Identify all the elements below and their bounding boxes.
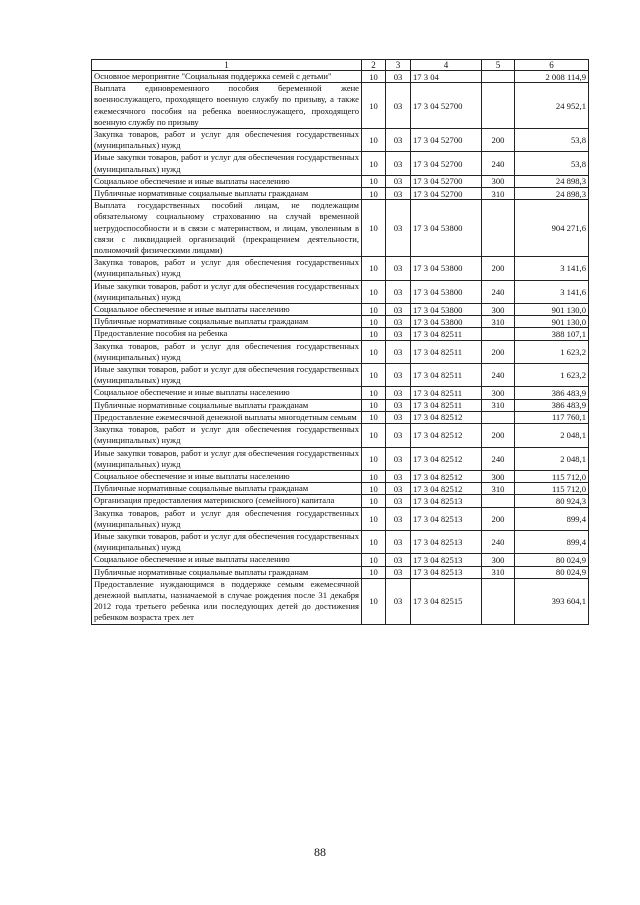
amount: 388 107,1 xyxy=(515,328,589,340)
header-col-2: 2 xyxy=(362,60,386,71)
target-item-code: 17 3 04 53800 xyxy=(411,304,482,316)
item-name: Организация предоставления материнского (семейного) капитала xyxy=(92,495,362,507)
table-row xyxy=(92,304,589,316)
amount: 24 952,1 xyxy=(515,83,589,129)
section-code: 10 xyxy=(362,200,386,257)
expense-type-code xyxy=(482,495,515,507)
table-row xyxy=(92,71,589,83)
target-item-code: 17 3 04 82512 xyxy=(411,483,482,495)
table-row xyxy=(92,280,589,303)
table-row xyxy=(92,578,589,624)
table-row xyxy=(92,340,589,363)
expense-type-code xyxy=(482,411,515,423)
header-col-3: 3 xyxy=(386,60,411,71)
target-item-code: 17 3 04 82512 xyxy=(411,470,482,482)
item-name: Закупка товаров, работ и услуг для обеспечения государственных (муниципальных) нужд xyxy=(92,129,362,152)
amount: 393 604,1 xyxy=(515,578,589,624)
expense-type-code: 200 xyxy=(482,424,515,447)
subsection-code: 03 xyxy=(386,554,411,566)
amount: 899,4 xyxy=(515,507,589,530)
expense-type-code: 200 xyxy=(482,257,515,280)
subsection-code: 03 xyxy=(386,399,411,411)
section-code: 10 xyxy=(362,566,386,578)
section-code: 10 xyxy=(362,175,386,187)
amount: 386 483,9 xyxy=(515,399,589,411)
table-header xyxy=(92,60,589,71)
subsection-code: 03 xyxy=(386,200,411,257)
section-code: 10 xyxy=(362,424,386,447)
section-code: 10 xyxy=(362,304,386,316)
target-item-code: 17 3 04 52700 xyxy=(411,175,482,187)
item-name: Социальное обеспечение и иные выплаты населению xyxy=(92,554,362,566)
header-col-6: 6 xyxy=(515,60,589,71)
amount: 1 623,2 xyxy=(515,340,589,363)
target-item-code: 17 3 04 82512 xyxy=(411,411,482,423)
target-item-code: 17 3 04 52700 xyxy=(411,83,482,129)
item-name: Выплата единовременного пособия беременной жене военнослужащего, проходящего военную службу по призыву, а также ежемесячного пособия на ребенка военнослужащего, проходящего военную службу по призыву xyxy=(92,83,362,129)
table-row xyxy=(92,200,589,257)
header-row xyxy=(92,60,589,71)
amount: 3 141,6 xyxy=(515,257,589,280)
target-item-code: 17 3 04 53800 xyxy=(411,257,482,280)
expense-type-code: 200 xyxy=(482,507,515,530)
target-item-code: 17 3 04 53800 xyxy=(411,200,482,257)
target-item-code: 17 3 04 53800 xyxy=(411,280,482,303)
expense-type-code xyxy=(482,578,515,624)
amount: 901 130,0 xyxy=(515,316,589,328)
expense-type-code: 310 xyxy=(482,316,515,328)
amount: 24 898,3 xyxy=(515,188,589,200)
table-row xyxy=(92,364,589,387)
subsection-code: 03 xyxy=(386,340,411,363)
expense-type-code: 300 xyxy=(482,387,515,399)
subsection-code: 03 xyxy=(386,411,411,423)
amount: 2 048,1 xyxy=(515,447,589,470)
amount: 80 024,9 xyxy=(515,566,589,578)
section-code: 10 xyxy=(362,129,386,152)
item-name: Публичные нормативные социальные выплаты гражданам xyxy=(92,399,362,411)
section-code: 10 xyxy=(362,578,386,624)
amount: 2 048,1 xyxy=(515,424,589,447)
subsection-code: 03 xyxy=(386,129,411,152)
item-name: Публичные нормативные социальные выплаты гражданам xyxy=(92,188,362,200)
section-code: 10 xyxy=(362,399,386,411)
expense-type-code: 310 xyxy=(482,566,515,578)
subsection-code: 03 xyxy=(386,83,411,129)
target-item-code: 17 3 04 82511 xyxy=(411,328,482,340)
section-code: 10 xyxy=(362,316,386,328)
item-name: Социальное обеспечение и иные выплаты населению xyxy=(92,175,362,187)
target-item-code: 17 3 04 82513 xyxy=(411,554,482,566)
amount: 53,8 xyxy=(515,152,589,175)
subsection-code: 03 xyxy=(386,495,411,507)
table-body xyxy=(92,71,589,625)
item-name: Иные закупки товаров, работ и услуг для обеспечения государственных (муниципальных) нужд xyxy=(92,447,362,470)
amount: 3 141,6 xyxy=(515,280,589,303)
subsection-code: 03 xyxy=(386,387,411,399)
table-row xyxy=(92,316,589,328)
expense-type-code: 310 xyxy=(482,483,515,495)
amount: 24 898,3 xyxy=(515,175,589,187)
target-item-code: 17 3 04 82511 xyxy=(411,399,482,411)
amount: 901 130,0 xyxy=(515,304,589,316)
item-name: Закупка товаров, работ и услуг для обеспечения государственных (муниципальных) нужд xyxy=(92,340,362,363)
subsection-code: 03 xyxy=(386,152,411,175)
item-name: Закупка товаров, работ и услуг для обеспечения государственных (муниципальных) нужд xyxy=(92,507,362,530)
item-name: Социальное обеспечение и иные выплаты населению xyxy=(92,470,362,482)
expense-type-code: 240 xyxy=(482,364,515,387)
budget-table xyxy=(91,59,589,625)
section-code: 10 xyxy=(362,483,386,495)
section-code: 10 xyxy=(362,152,386,175)
subsection-code: 03 xyxy=(386,470,411,482)
item-name: Публичные нормативные социальные выплаты гражданам xyxy=(92,566,362,578)
section-code: 10 xyxy=(362,83,386,129)
table-row xyxy=(92,399,589,411)
expense-type-code xyxy=(482,328,515,340)
subsection-code: 03 xyxy=(386,364,411,387)
subsection-code: 03 xyxy=(386,447,411,470)
item-name: Иные закупки товаров, работ и услуг для обеспечения государственных (муниципальных) нужд xyxy=(92,280,362,303)
amount: 904 271,6 xyxy=(515,200,589,257)
table-row xyxy=(92,387,589,399)
subsection-code: 03 xyxy=(386,578,411,624)
target-item-code: 17 3 04 82513 xyxy=(411,495,482,507)
target-item-code: 17 3 04 82515 xyxy=(411,578,482,624)
section-code: 10 xyxy=(362,495,386,507)
amount: 53,8 xyxy=(515,129,589,152)
amount: 115 712,0 xyxy=(515,470,589,482)
amount: 899,4 xyxy=(515,530,589,553)
expense-type-code xyxy=(482,83,515,129)
table-row xyxy=(92,554,589,566)
table-row xyxy=(92,83,589,129)
target-item-code: 17 3 04 52700 xyxy=(411,129,482,152)
table-row xyxy=(92,328,589,340)
section-code: 10 xyxy=(362,470,386,482)
subsection-code: 03 xyxy=(386,304,411,316)
header-col-4: 4 xyxy=(411,60,482,71)
section-code: 10 xyxy=(362,328,386,340)
amount: 2 008 114,9 xyxy=(515,71,589,83)
section-code: 10 xyxy=(362,257,386,280)
target-item-code: 17 3 04 53800 xyxy=(411,316,482,328)
amount: 115 712,0 xyxy=(515,483,589,495)
subsection-code: 03 xyxy=(386,175,411,187)
subsection-code: 03 xyxy=(386,328,411,340)
target-item-code: 17 3 04 82511 xyxy=(411,387,482,399)
page-number: 88 xyxy=(314,845,326,859)
section-code: 10 xyxy=(362,71,386,83)
expense-type-code xyxy=(482,200,515,257)
target-item-code: 17 3 04 82513 xyxy=(411,566,482,578)
section-code: 10 xyxy=(362,447,386,470)
subsection-code: 03 xyxy=(386,280,411,303)
target-item-code: 17 3 04 82511 xyxy=(411,340,482,363)
item-name: Публичные нормативные социальные выплаты гражданам xyxy=(92,316,362,328)
amount: 80 024,9 xyxy=(515,554,589,566)
table-row xyxy=(92,566,589,578)
target-item-code: 17 3 04 82512 xyxy=(411,447,482,470)
table-row xyxy=(92,411,589,423)
section-code: 10 xyxy=(362,364,386,387)
table-row xyxy=(92,424,589,447)
item-name: Закупка товаров, работ и услуг для обеспечения государственных (муниципальных) нужд xyxy=(92,424,362,447)
subsection-code: 03 xyxy=(386,530,411,553)
item-name: Выплата государственных пособий лицам, не подлежащим обязательному социальному страхованию на случай временной нетрудоспособности и в связи с материнством, и лицам, уволенным в связи с ликвидацией организаций (прекращением деятельности, полномочий физическими лицами) xyxy=(92,200,362,257)
item-name: Иные закупки товаров, работ и услуг для обеспечения государственных (муниципальных) нужд xyxy=(92,530,362,553)
target-item-code: 17 3 04 82511 xyxy=(411,364,482,387)
table-row xyxy=(92,507,589,530)
expense-type-code: 240 xyxy=(482,447,515,470)
target-item-code: 17 3 04 xyxy=(411,71,482,83)
target-item-code: 17 3 04 52700 xyxy=(411,152,482,175)
section-code: 10 xyxy=(362,387,386,399)
expense-type-code: 200 xyxy=(482,129,515,152)
expense-type-code: 240 xyxy=(482,152,515,175)
table-row xyxy=(92,483,589,495)
item-name: Предоставление нуждающимся в поддержке семьям ежемесячной денежной выплаты, назначаемой в случае рождения после 31 декабря 2012 года третьего ребенка или последующих детей до достижения ребенком возраста трех лет xyxy=(92,578,362,624)
item-name: Основное мероприятие "Социальная поддержка семей с детьми" xyxy=(92,71,362,83)
amount: 1 623,2 xyxy=(515,364,589,387)
subsection-code: 03 xyxy=(386,483,411,495)
target-item-code: 17 3 04 82513 xyxy=(411,530,482,553)
expense-type-code: 300 xyxy=(482,470,515,482)
subsection-code: 03 xyxy=(386,507,411,530)
header-col-5: 5 xyxy=(482,60,515,71)
subsection-code: 03 xyxy=(386,566,411,578)
section-code: 10 xyxy=(362,507,386,530)
expense-type-code xyxy=(482,71,515,83)
section-code: 10 xyxy=(362,280,386,303)
target-item-code: 17 3 04 52700 xyxy=(411,188,482,200)
target-item-code: 17 3 04 82512 xyxy=(411,424,482,447)
expense-type-code: 300 xyxy=(482,175,515,187)
header-col-1: 1 xyxy=(92,60,362,71)
target-item-code: 17 3 04 82513 xyxy=(411,507,482,530)
item-name: Социальное обеспечение и иные выплаты населению xyxy=(92,304,362,316)
item-name: Социальное обеспечение и иные выплаты населению xyxy=(92,387,362,399)
expense-type-code: 300 xyxy=(482,554,515,566)
section-code: 10 xyxy=(362,188,386,200)
table-row xyxy=(92,129,589,152)
expense-type-code: 310 xyxy=(482,188,515,200)
amount: 80 924,3 xyxy=(515,495,589,507)
item-name: Предоставление пособия на ребенка xyxy=(92,328,362,340)
table-row xyxy=(92,495,589,507)
expense-type-code: 240 xyxy=(482,530,515,553)
subsection-code: 03 xyxy=(386,424,411,447)
amount: 386 483,9 xyxy=(515,387,589,399)
expense-type-code: 240 xyxy=(482,280,515,303)
item-name: Предоставление ежемесячной денежной выплаты многодетным семьям xyxy=(92,411,362,423)
item-name: Иные закупки товаров, работ и услуг для обеспечения государственных (муниципальных) нужд xyxy=(92,152,362,175)
table-row xyxy=(92,470,589,482)
table-row xyxy=(92,175,589,187)
expense-type-code: 310 xyxy=(482,399,515,411)
table-row xyxy=(92,530,589,553)
expense-type-code: 300 xyxy=(482,304,515,316)
section-code: 10 xyxy=(362,554,386,566)
item-name: Закупка товаров, работ и услуг для обеспечения государственных (муниципальных) нужд xyxy=(92,257,362,280)
section-code: 10 xyxy=(362,411,386,423)
table-row xyxy=(92,152,589,175)
table-row xyxy=(92,257,589,280)
section-code: 10 xyxy=(362,530,386,553)
subsection-code: 03 xyxy=(386,257,411,280)
subsection-code: 03 xyxy=(386,316,411,328)
amount: 117 760,1 xyxy=(515,411,589,423)
item-name: Публичные нормативные социальные выплаты гражданам xyxy=(92,483,362,495)
expense-type-code: 200 xyxy=(482,340,515,363)
table-row xyxy=(92,447,589,470)
item-name: Иные закупки товаров, работ и услуг для обеспечения государственных (муниципальных) нужд xyxy=(92,364,362,387)
subsection-code: 03 xyxy=(386,188,411,200)
section-code: 10 xyxy=(362,340,386,363)
table-row xyxy=(92,188,589,200)
subsection-code: 03 xyxy=(386,71,411,83)
